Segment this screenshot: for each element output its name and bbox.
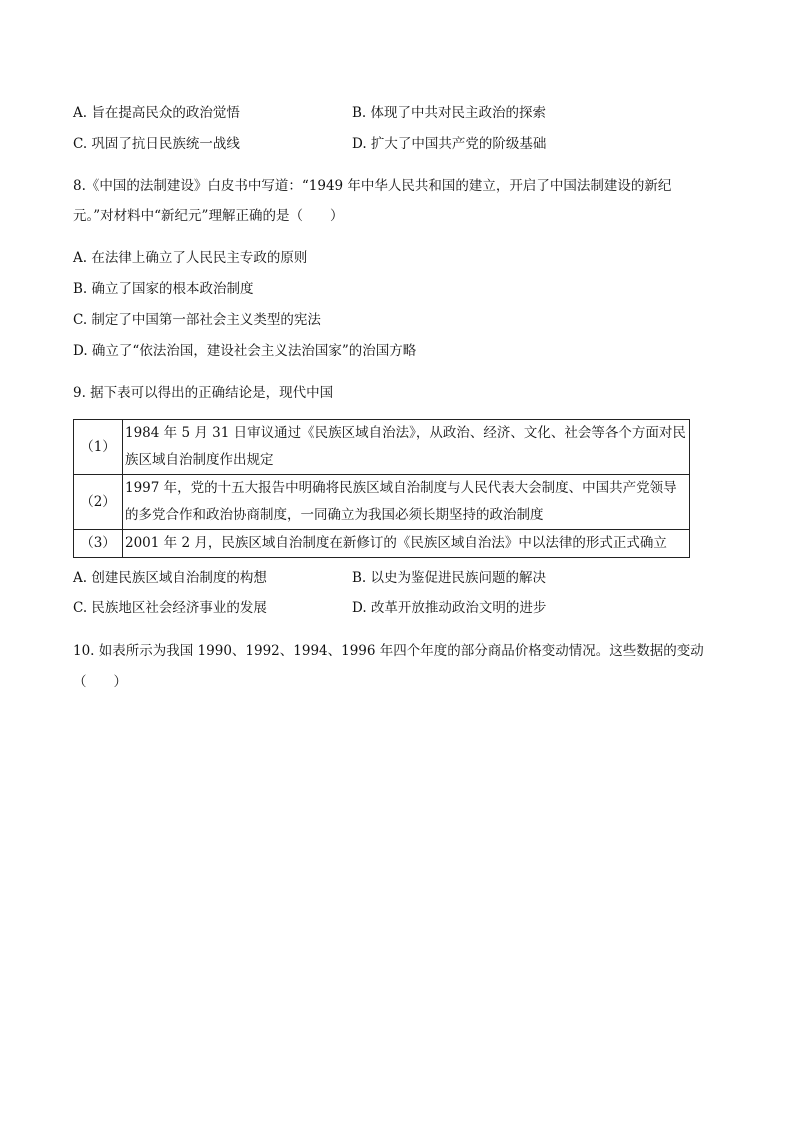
q9-option-c[interactable]: C. 民族地区社会经济事业的发展 (73, 600, 267, 616)
table-row-number: （2） (74, 475, 123, 530)
table-row (74, 475, 690, 530)
q8-option-d[interactable]: D. 确立了“依法治国，建设社会主义法治国家”的治国方略 (73, 343, 417, 359)
q8-stem-line2: 元。”对材料中“新纪元”理解正确的是（ ） (73, 208, 344, 224)
table-row-number: （3） (74, 530, 123, 558)
q8-option-c[interactable]: C. 制定了中国第一部社会主义类型的宪法 (73, 312, 321, 328)
q9-option-d[interactable]: D. 改革开放推动政治文明的进步 (352, 600, 547, 616)
q8-option-a[interactable]: A. 在法律上确立了人民民主专政的原则 (73, 250, 308, 266)
table-row (74, 420, 690, 475)
q9-option-b[interactable]: B. 以史为鉴促进民族问题的解决 (352, 570, 547, 586)
q10-stem-line2: （ ） (73, 674, 127, 690)
q10-stem-line1: 10. 如表所示为我国 1990、1992、1994、1996 年四个年度的部分商品价格变动情况。这些数据的变动 (73, 643, 704, 659)
q7-option-d[interactable]: D. 扩大了中国共产党的阶级基础 (352, 136, 547, 152)
q7-option-b[interactable]: B. 体现了中共对民主政治的探索 (352, 105, 547, 121)
q8-stem-line1: 8.《中国的法制建设》白皮书中写道：“1949 年中华人民共和国的建立，开启了中国法制建设的新纪 (73, 178, 672, 194)
table-row-text: 1984 年 5 月 31 日审议通过《民族区域自治法》，从政治、经济、文化、社会等各个方面对民族区域自治制度作出规定 (123, 420, 690, 475)
table-row (74, 530, 690, 558)
q8-option-b[interactable]: B. 确立了国家的根本政治制度 (73, 281, 254, 297)
q9-material-table (73, 419, 690, 558)
table-row-text: 1997 年，党的十五大报告中明确将民族区域自治制度与人民代表大会制度、中国共产党领导的多党合作和政治协商制度，一同确立为我国必须长期坚持的政治制度 (123, 475, 690, 530)
q7-option-c[interactable]: C. 巩固了抗日民族统一战线 (73, 136, 240, 152)
q7-option-a[interactable]: A. 旨在提高民众的政治觉悟 (73, 105, 240, 121)
q9-option-a[interactable]: A. 创建民族区域自治制度的构想 (73, 570, 267, 586)
q9-stem: 9. 据下表可以得出的正确结论是，现代中国 (73, 385, 334, 401)
table-row-text: 2001 年 2 月，民族区域自治制度在新修订的《民族区域自治法》中以法律的形式正式确立 (123, 530, 690, 558)
table-row-number: （1） (74, 420, 123, 475)
